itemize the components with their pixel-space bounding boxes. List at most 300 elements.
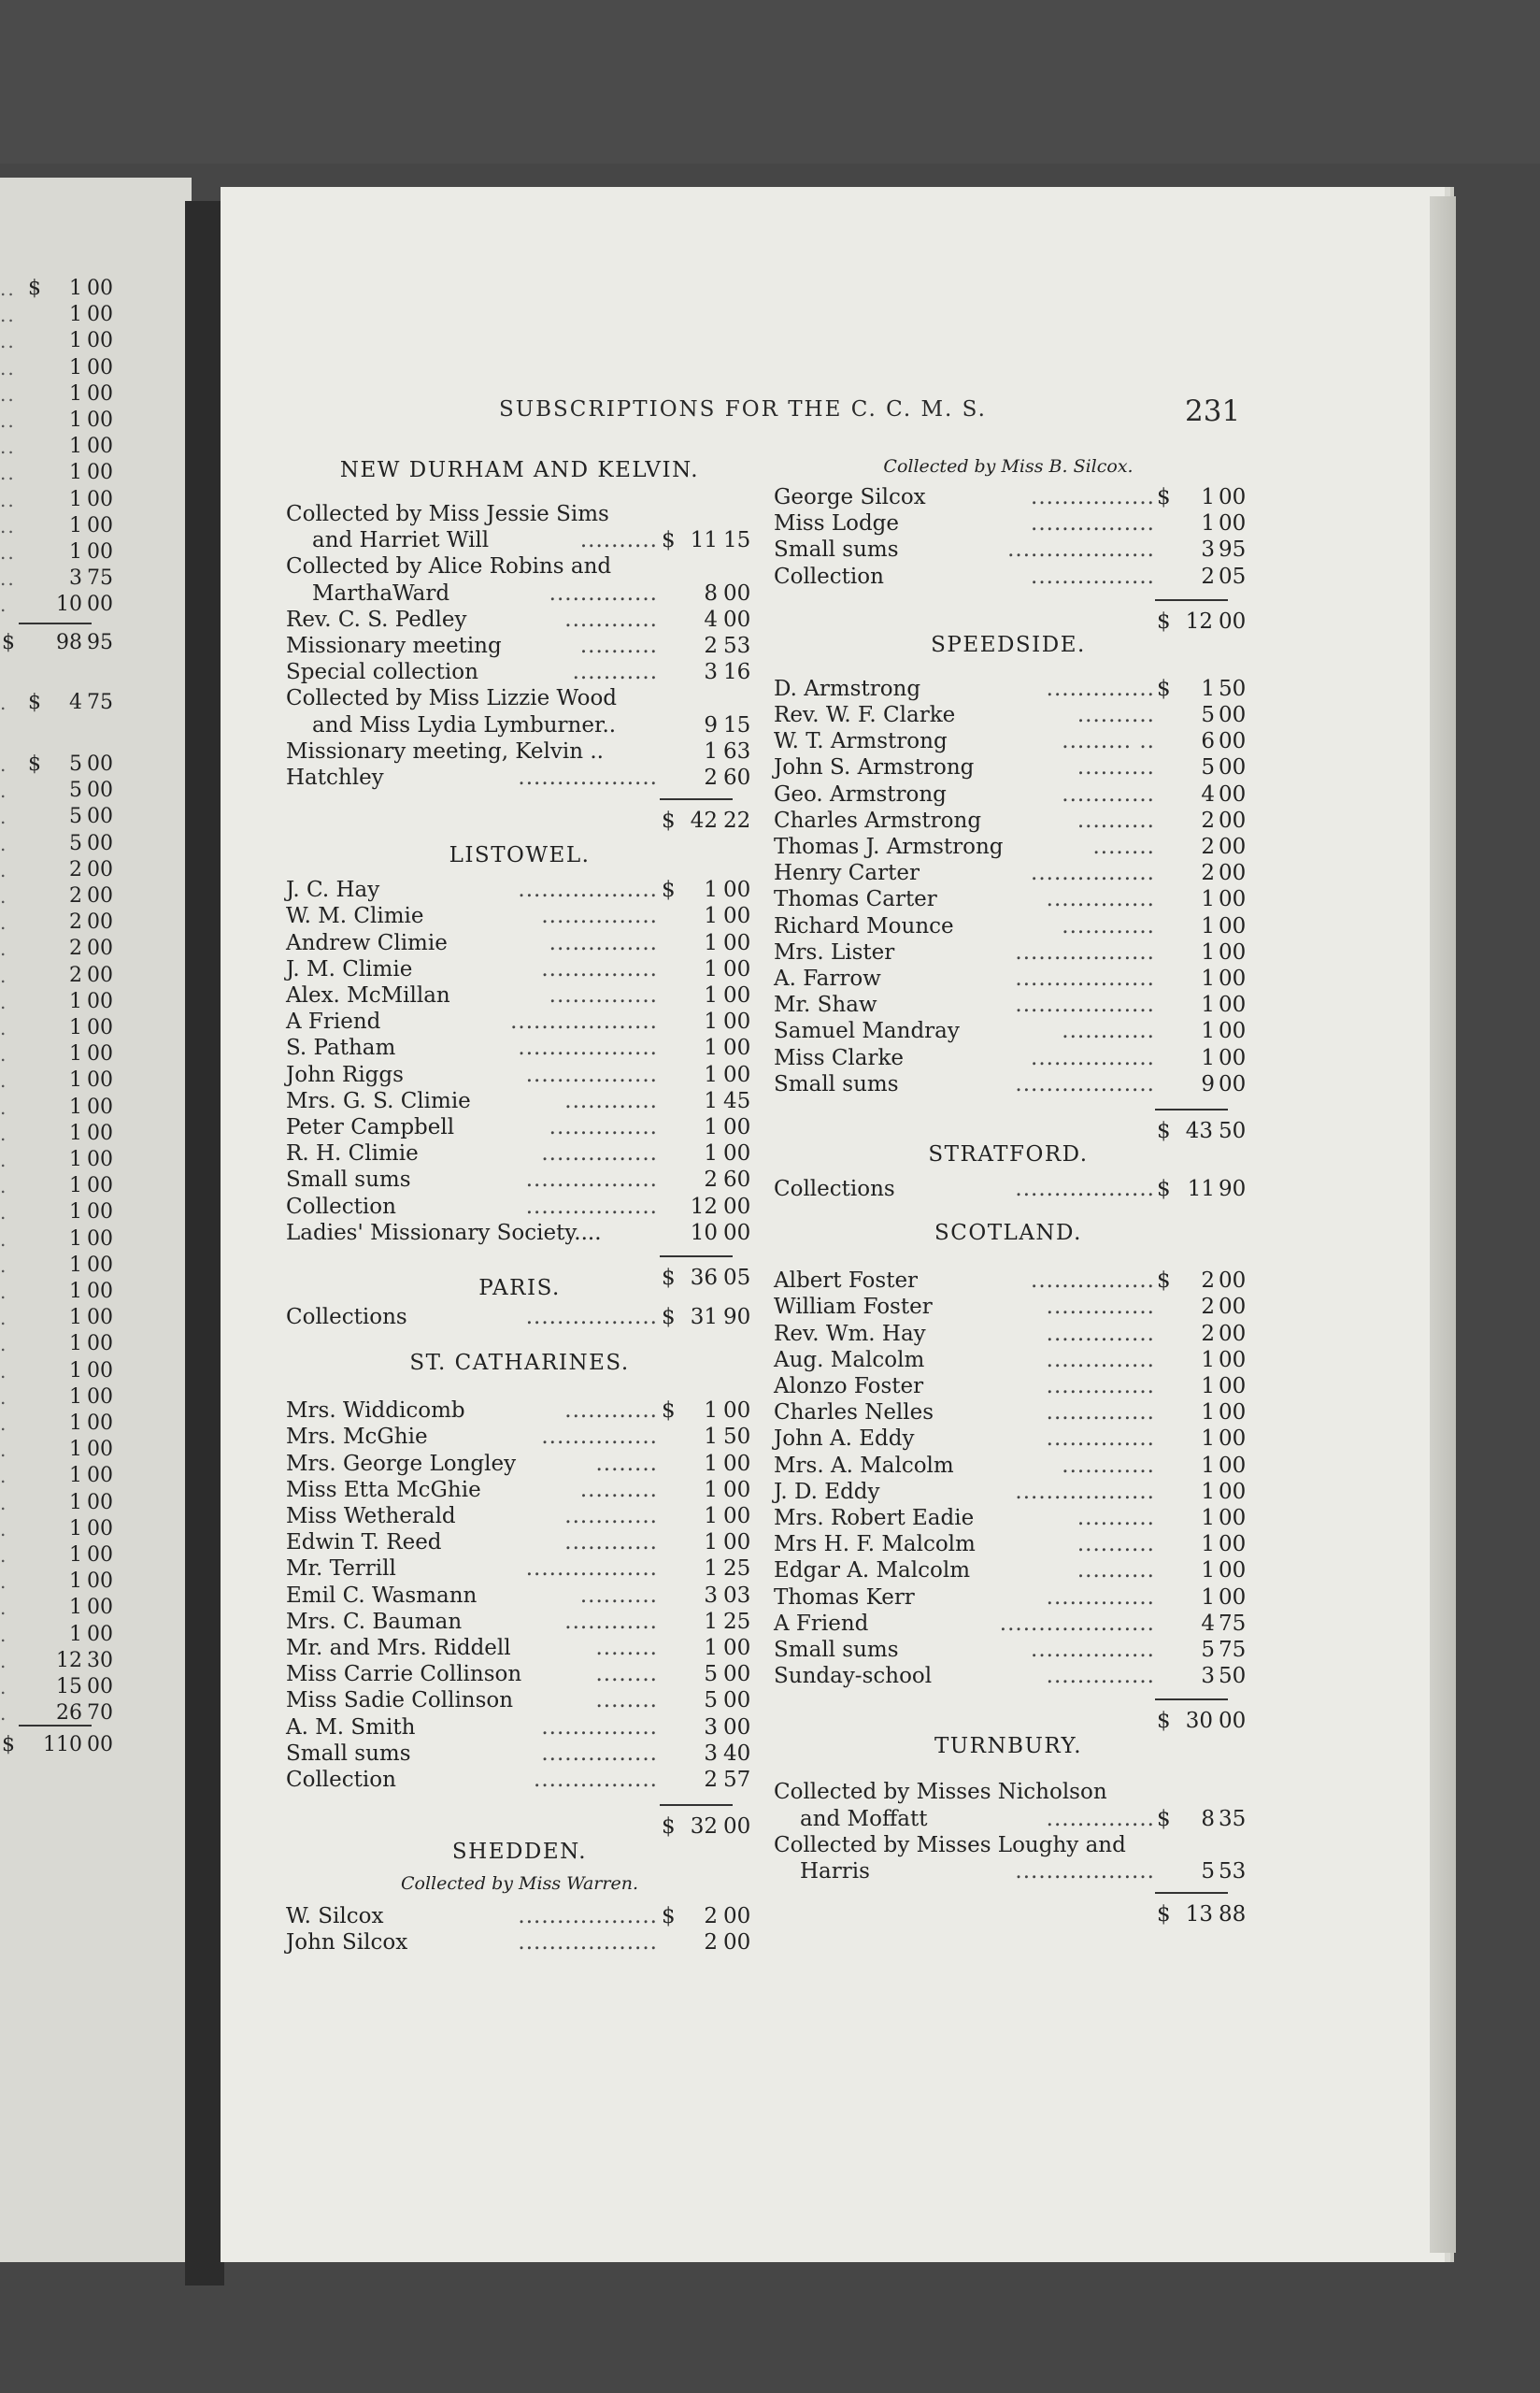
cents: 00	[1219, 913, 1247, 939]
cents: 53	[723, 634, 751, 658]
cents: 00	[87, 1280, 113, 1303]
total-rule	[660, 1255, 733, 1257]
dollar-sign: $	[662, 1398, 676, 1424]
dollars: 4	[1201, 781, 1215, 807]
cents: 00	[87, 381, 113, 406]
cents: 00	[723, 1141, 751, 1167]
cents: 00	[1219, 1426, 1247, 1452]
leader-dots: .	[0, 1702, 8, 1726]
donor-name: Mrs H. F. Malcolm	[774, 1532, 976, 1557]
dollars: 1	[69, 1253, 82, 1277]
dollars: 4	[1201, 1611, 1215, 1636]
cents: 00	[723, 1814, 751, 1840]
cents: 00	[87, 593, 113, 617]
dollars: 3	[1201, 1664, 1215, 1689]
cents: 00	[87, 1384, 113, 1409]
dollars: 1	[69, 408, 82, 432]
left-page-row	[0, 276, 187, 302]
cents: 70	[87, 1701, 113, 1726]
left-page-row	[0, 487, 187, 513]
leader-dots: .	[0, 1017, 8, 1039]
cents: 00	[87, 989, 113, 1013]
dollars: 1	[69, 277, 82, 300]
dollars: 1	[69, 487, 82, 511]
leader-dots: .	[0, 1281, 8, 1303]
dollars: 1	[69, 1200, 82, 1225]
cents: 00	[723, 580, 751, 606]
dollars: 13	[1185, 1902, 1213, 1927]
leader-dots: ..........	[579, 1583, 658, 1608]
cents: 00	[723, 1530, 751, 1555]
left-page-row	[0, 831, 187, 857]
left-page-row	[0, 513, 187, 539]
donor-name: Peter Campbell	[286, 1115, 455, 1139]
cents: 00	[1219, 967, 1247, 991]
leader-dots: ..........	[1077, 755, 1155, 781]
donor-name: and Harriet Will	[312, 528, 490, 553]
dollars: 1	[69, 1543, 82, 1567]
section-title-shedden: SHEDDEN.	[451, 1840, 588, 1865]
donor-name: D. Armstrong	[774, 676, 921, 701]
right-column	[774, 456, 1247, 2085]
dollars: 1	[69, 1095, 82, 1119]
cents: 00	[87, 1675, 113, 1698]
donor-name: Missionary meeting, Kelvin ..	[286, 738, 604, 764]
dollars: 5	[1201, 703, 1215, 727]
cents: 00	[87, 1569, 113, 1594]
left-page-row	[0, 630, 187, 656]
leader-dots: ..................	[1015, 939, 1155, 965]
entry-row	[774, 1373, 1247, 1399]
cents: 00	[87, 1490, 113, 1514]
total-rule	[1155, 599, 1228, 601]
dollars: 5	[704, 1688, 718, 1713]
donor-name: Small sums	[774, 1638, 899, 1662]
entry-row	[286, 1609, 753, 1635]
donor-name: Samuel Mandray	[774, 1019, 960, 1044]
dollars: 6	[1201, 729, 1215, 754]
entry-row	[286, 553, 753, 580]
entry-row	[774, 1399, 1247, 1426]
leader-dots: ...............	[541, 956, 658, 982]
dollars: 1	[69, 1411, 82, 1435]
left-page-row	[0, 1041, 187, 1068]
entry-row	[286, 1903, 753, 1929]
left-page-row	[0, 752, 187, 778]
entry-row	[774, 1832, 1243, 1858]
dollars: 2	[704, 766, 718, 790]
cents: 75	[87, 690, 113, 714]
dollars: 1	[69, 1280, 82, 1303]
leader-dots: .	[0, 1227, 8, 1251]
entry-row	[286, 930, 753, 956]
leader-dots: .	[0, 1359, 8, 1383]
entry-row	[774, 886, 1247, 912]
dollars: 32	[690, 1814, 718, 1840]
section-subtitle-shedden: Collected by Miss Warren.	[401, 1873, 638, 1895]
leader-dots: ..................	[1015, 967, 1155, 991]
cents: 00	[87, 963, 113, 987]
leader-dots: .	[0, 1649, 8, 1672]
left-page-row	[0, 1437, 187, 1463]
cents: 00	[87, 1411, 113, 1435]
leader-dots: .	[0, 1491, 8, 1514]
left-page-row	[0, 1384, 187, 1411]
cents: 00	[723, 1451, 751, 1476]
entry-row	[774, 808, 1247, 834]
dollars: 2	[704, 634, 718, 658]
cents: 00	[1219, 1295, 1247, 1320]
cents: 00	[87, 277, 113, 300]
leader-dots: ..............	[1046, 1295, 1155, 1320]
leader-dots: ..	[0, 567, 16, 591]
entry-row	[286, 1714, 753, 1741]
leader-dots: ................	[1031, 861, 1155, 886]
cents: 00	[723, 1194, 751, 1219]
left-page-row	[0, 1226, 187, 1253]
donor-name: Mrs. C. Bauman	[286, 1609, 463, 1634]
leader-dots: .	[0, 885, 8, 908]
entry-row	[286, 501, 753, 527]
dollars: 1	[69, 989, 82, 1013]
cents: 60	[723, 1168, 751, 1193]
cents: 00	[87, 1042, 113, 1067]
cents: 00	[87, 779, 113, 803]
leader-dots: ..............	[549, 580, 658, 606]
entry-row	[774, 702, 1247, 728]
cents: 00	[87, 752, 113, 776]
dollars: 1	[704, 1530, 718, 1555]
cents: 40	[723, 1741, 751, 1766]
donor-name: Charles Armstrong	[774, 808, 982, 833]
section-total	[774, 1118, 1247, 1144]
dollars: 1	[1201, 1400, 1215, 1426]
left-page-row	[0, 460, 187, 486]
leader-dots: ...................	[1007, 537, 1155, 563]
cents: 00	[723, 1714, 751, 1740]
left-column	[286, 458, 753, 2085]
dollars: 1	[69, 513, 82, 537]
left-page-row	[0, 1331, 187, 1357]
cents: 00	[87, 1253, 113, 1277]
cents: 05	[1219, 564, 1247, 589]
dollars: 2	[1201, 861, 1215, 886]
donor-name: Miss Lodge	[774, 511, 900, 537]
donor-name: Collections	[286, 1305, 407, 1329]
cents: 53	[1219, 1859, 1247, 1884]
leader-dots: ..	[0, 330, 16, 353]
dollars: 5	[69, 805, 82, 829]
cents: 00	[87, 435, 113, 459]
leader-dots: ..	[0, 488, 16, 511]
dollars: 1	[704, 1062, 718, 1087]
cents: 00	[1219, 609, 1247, 634]
cents: 00	[87, 910, 113, 935]
left-page-row	[0, 539, 187, 566]
leader-dots: ..	[0, 541, 16, 564]
donor-name: Mrs. G. S. Climie	[286, 1088, 471, 1113]
cents: 00	[723, 1036, 751, 1061]
dollars: 1	[704, 956, 718, 982]
donor-name: Collected by Misses Nicholson	[774, 1780, 1107, 1805]
cents: 00	[87, 1068, 113, 1093]
leader-dots: ..................	[1015, 993, 1155, 1018]
dollars: 26	[56, 1701, 82, 1726]
dollar-sign: $	[1157, 1806, 1171, 1831]
cents: 00	[723, 1010, 751, 1035]
leader-dots: ..	[0, 514, 16, 537]
leader-dots: ................	[1031, 564, 1155, 589]
running-header: SUBSCRIPTIONS FOR THE C. C. M. S.	[499, 397, 987, 422]
donor-name: A Friend	[286, 1010, 381, 1035]
entry-row	[774, 834, 1247, 860]
dollar-sign: $	[1157, 676, 1171, 701]
dollars: 36	[690, 1266, 718, 1290]
entry-row	[774, 510, 1247, 537]
dollars: 1	[1201, 967, 1215, 991]
donor-name: Miss Wetherald	[286, 1504, 456, 1528]
entry-row	[286, 1062, 753, 1088]
cents: 57	[723, 1768, 751, 1792]
cents: 00	[1219, 1400, 1247, 1426]
dollars: 1	[704, 1398, 718, 1424]
dollars: 1	[1201, 1347, 1215, 1372]
entry-row	[774, 1531, 1247, 1557]
left-page-row	[0, 804, 187, 830]
dollars: 9	[704, 712, 718, 738]
leader-dots: ..................	[518, 878, 658, 903]
cents: 00	[87, 513, 113, 537]
entry-row	[774, 1611, 1247, 1637]
cents: 00	[87, 1543, 113, 1567]
entry-row	[774, 1071, 1247, 1097]
leader-dots: .	[0, 1439, 8, 1462]
dollars: 10	[690, 1220, 718, 1245]
cents: 00	[723, 1398, 751, 1424]
donor-name: Harris	[800, 1859, 870, 1884]
entry-row	[774, 1321, 1247, 1347]
donor-name: Andrew Climie	[286, 930, 448, 955]
left-page-row	[0, 1648, 187, 1674]
dollars: 4	[69, 690, 82, 714]
leader-dots: ................	[1031, 511, 1155, 537]
left-page-row	[0, 1358, 187, 1384]
cents: 00	[87, 1095, 113, 1119]
donor-name: Edgar A. Malcolm	[774, 1558, 970, 1583]
dollars: 1	[1201, 485, 1215, 509]
entry-row	[286, 1194, 753, 1220]
leader-dots: ...............	[541, 1741, 658, 1766]
donor-name: MarthaWard	[312, 580, 450, 606]
entry-row	[774, 1505, 1247, 1531]
leader-dots: ...............	[541, 1425, 658, 1450]
section-total	[774, 1901, 1247, 1927]
dollars: 1	[69, 1569, 82, 1594]
left-page-row	[0, 1147, 187, 1173]
dollars: 12	[690, 1194, 718, 1219]
leader-dots: .	[0, 1122, 8, 1145]
entry-row	[286, 982, 753, 1009]
dollars: 5	[69, 831, 82, 855]
dollars: 1	[69, 1384, 82, 1409]
dollars: 1	[69, 1121, 82, 1145]
donor-name: W. M. Climie	[286, 904, 424, 929]
donor-name: W. T. Armstrong	[774, 729, 948, 754]
dollars: 43	[1185, 1119, 1213, 1143]
cents: 45	[723, 1088, 751, 1113]
cents: 30	[87, 1648, 113, 1672]
donor-name: A. Farrow	[774, 967, 881, 991]
leader-dots: ..................	[1015, 1071, 1155, 1096]
donor-name: William Foster	[774, 1295, 933, 1320]
dollars: 2	[1201, 835, 1215, 859]
dollars: 1	[69, 461, 82, 485]
cents: 00	[1219, 1709, 1247, 1734]
dollars: 5	[704, 1662, 718, 1687]
donor-name: Richard Mounce	[774, 913, 954, 939]
cents: 03	[723, 1583, 751, 1608]
cents: 00	[723, 1504, 751, 1528]
dollars: 1	[69, 1490, 82, 1514]
total-rule	[660, 798, 733, 800]
leader-dots: ............	[1062, 913, 1155, 939]
entry-row	[286, 1167, 753, 1193]
page-edge	[1430, 196, 1456, 2253]
dollars: 2	[704, 1168, 718, 1193]
donor-name: Mrs. McGhie	[286, 1425, 428, 1450]
leader-dots: .................	[525, 1062, 658, 1087]
dollars: 1	[1201, 1374, 1215, 1398]
leader-dots: ..................	[518, 1036, 658, 1061]
entry-row	[774, 1426, 1247, 1452]
cents: 00	[87, 1516, 113, 1540]
leader-dots: .................	[525, 1168, 658, 1193]
dollar-sign: $	[2, 630, 15, 654]
leader-dots: ..............	[1046, 1806, 1155, 1831]
donor-name: Alonzo Foster	[774, 1374, 924, 1398]
dollars: 1	[704, 1036, 718, 1061]
dollars: 1	[1201, 1584, 1215, 1610]
leader-dots: ............	[1062, 781, 1155, 807]
donor-name: Ladies' Missionary Society....	[286, 1220, 602, 1245]
leader-dots: .	[0, 1069, 8, 1093]
entry-row	[774, 992, 1247, 1018]
leader-dots: .	[0, 594, 8, 617]
dollars: 1	[69, 381, 82, 406]
leader-dots: ........	[1092, 835, 1155, 859]
section-title-turnbury: TURNBURY.	[934, 1734, 1083, 1759]
leader-dots: ..................	[518, 1930, 658, 1956]
dollar-sign: $	[2, 1733, 15, 1757]
cents: 00	[87, 1733, 113, 1757]
cents: 00	[1219, 1453, 1247, 1478]
leader-dots: ..............	[1046, 1664, 1155, 1689]
cents: 50	[1219, 1664, 1247, 1689]
dollars: 1	[704, 738, 718, 764]
cents: 95	[1219, 537, 1247, 563]
cents: 00	[87, 1332, 113, 1356]
dollar-sign: $	[28, 277, 41, 300]
dollar-sign: $	[662, 1266, 676, 1290]
leader-dots: .	[0, 780, 8, 803]
donor-name: Miss Carrie Collinson	[286, 1662, 522, 1687]
donor-name: Charles Nelles	[774, 1400, 934, 1426]
donor-name: Mrs. George Longley	[286, 1451, 517, 1476]
dollars: 1	[704, 1504, 718, 1528]
donor-name: Aug. Malcolm	[774, 1347, 925, 1372]
leader-dots: ..............	[1046, 887, 1155, 912]
leader-dots: .	[0, 1544, 8, 1567]
donor-name: Emil C. Wasmann	[286, 1583, 478, 1608]
leader-dots: .	[0, 911, 8, 935]
leader-dots: .	[0, 691, 8, 714]
cents: 00	[87, 329, 113, 353]
cents: 00	[1219, 939, 1247, 965]
leader-dots: .	[0, 964, 8, 987]
book-gutter	[185, 201, 224, 2286]
leader-dots: ..............	[1046, 1426, 1155, 1452]
cents: 00	[1219, 1506, 1247, 1530]
dollar-sign: $	[662, 809, 676, 834]
leader-dots: ...................	[510, 1010, 658, 1035]
donor-name: Mr. and Mrs. Riddell	[286, 1636, 511, 1660]
donor-name: Mr. Terrill	[286, 1556, 396, 1582]
leader-dots: ..........	[579, 528, 658, 553]
leader-dots: ......... ..	[1062, 729, 1155, 754]
entry-row	[774, 1637, 1247, 1663]
entry-row	[286, 1477, 753, 1503]
leader-dots: ..	[0, 409, 16, 432]
cents: 95	[87, 630, 113, 654]
leader-dots: ..........	[579, 1477, 658, 1502]
cents: 00	[723, 1688, 751, 1713]
entry-row	[286, 580, 753, 607]
cents: 00	[723, 878, 751, 903]
leader-dots: .	[0, 1385, 8, 1409]
leader-dots: .	[0, 1412, 8, 1435]
donor-name: Rev. Wm. Hay	[774, 1321, 926, 1346]
entry-row	[286, 659, 753, 685]
donor-name: John Riggs	[286, 1062, 404, 1087]
cents: 00	[87, 1358, 113, 1383]
total-rule	[1155, 1892, 1228, 1894]
donor-name: Mrs. Lister	[774, 939, 895, 965]
cents: 00	[1219, 808, 1247, 833]
donor-name: S. Patham	[286, 1036, 396, 1061]
leader-dots: .	[0, 1597, 8, 1620]
dollars: 1	[1201, 1506, 1215, 1530]
entry-row	[774, 1479, 1247, 1505]
section-title-new-durham: NEW DURHAM AND KELVIN.	[339, 458, 700, 482]
entry-row	[774, 564, 1247, 590]
left-page-row	[0, 381, 187, 408]
leader-dots: ..............	[1046, 1400, 1155, 1426]
entry-row	[286, 1424, 753, 1450]
leader-dots: ............	[564, 1398, 658, 1424]
donor-name: Miss Etta McGhie	[286, 1477, 481, 1502]
dollars: 2	[69, 857, 82, 881]
cents: 75	[1219, 1638, 1247, 1662]
page-number: 231	[1185, 394, 1241, 428]
cents: 00	[87, 937, 113, 961]
dollars: 3	[69, 566, 82, 591]
dollars: 1	[1201, 1426, 1215, 1452]
leader-dots: .	[0, 1254, 8, 1277]
cents: 00	[723, 1062, 751, 1087]
section-total	[774, 1708, 1247, 1734]
entry-row	[774, 1584, 1247, 1611]
entry-row	[286, 607, 753, 633]
